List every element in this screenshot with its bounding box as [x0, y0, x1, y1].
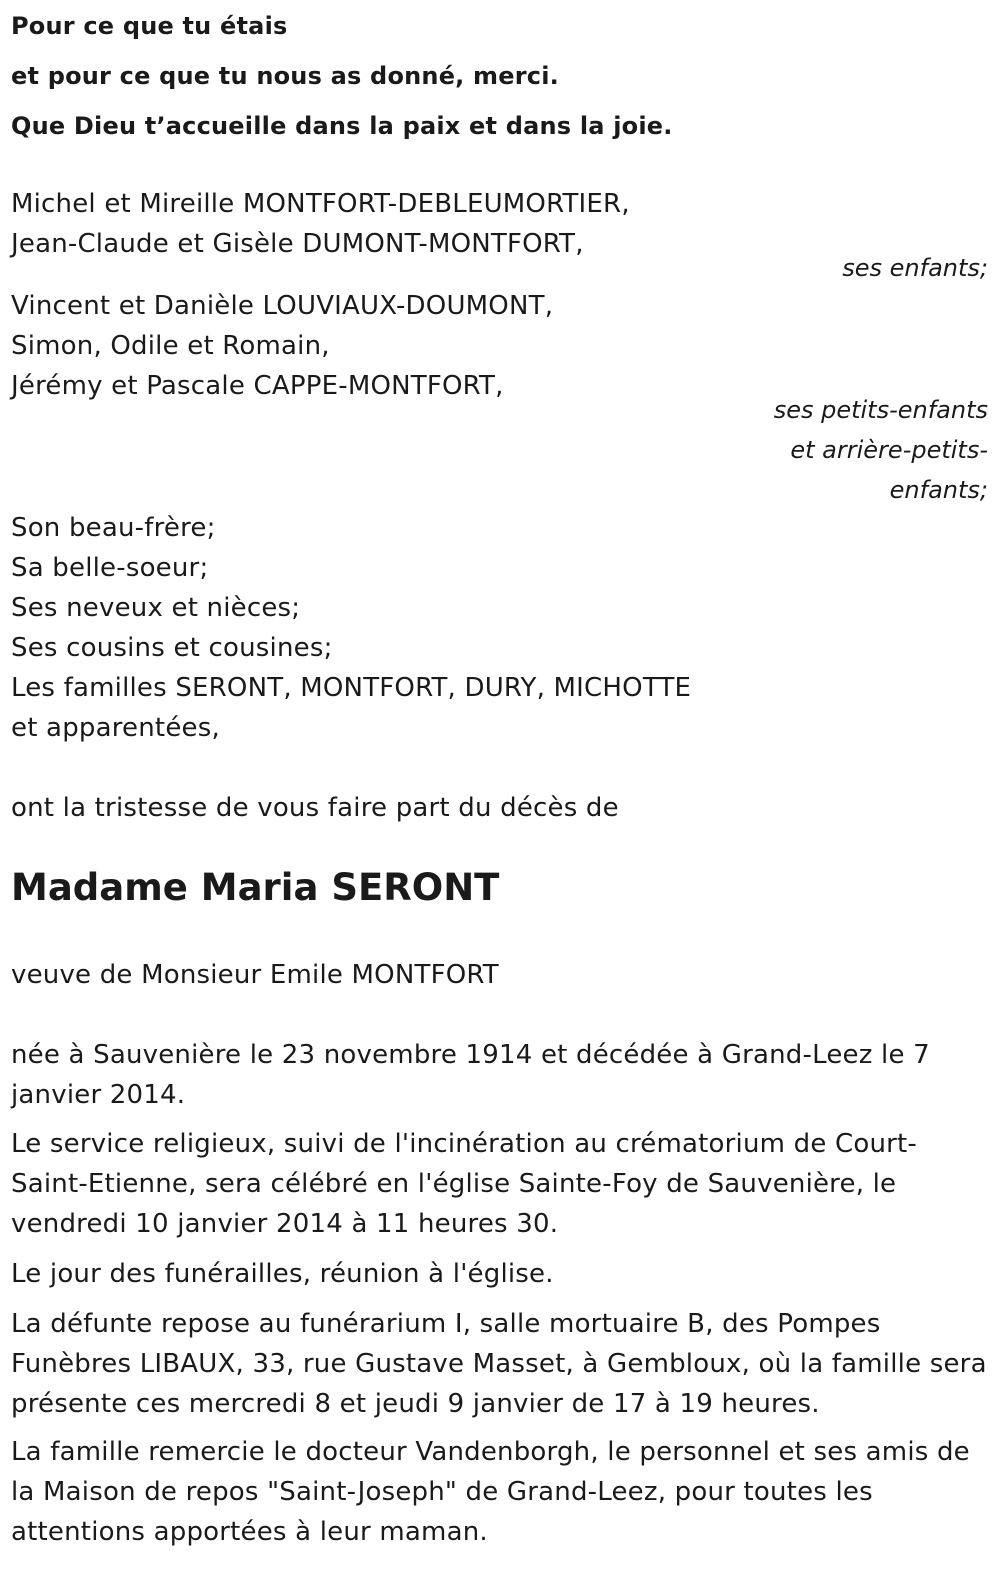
relative-line: et apparentées,: [11, 713, 220, 743]
relative-line: Sa belle-soeur;: [11, 553, 209, 583]
grandchild-name: Vincent et Danièle LOUVIAUX-DOUMONT,: [11, 291, 554, 321]
thanks-line: La famille remercie le docteur Vandenborgh, le personnel et ses amis de: [11, 1437, 970, 1467]
birth-death-line: née à Sauvenière le 23 novembre 1914 et décédée à Grand-Leez le 7: [11, 1040, 930, 1070]
widow-of-text: veuve de Monsieur Emile MONTFORT: [11, 960, 499, 990]
header-line-1: Pour ce que tu étais: [11, 12, 288, 40]
thanks-line: attentions apportées à leur maman.: [11, 1517, 488, 1547]
header-line-2: et pour ce que tu nous as donné, merci.: [11, 62, 559, 90]
repose-line: La défunte repose au funérarium I, salle mortuaire B, des Pompes: [11, 1309, 881, 1339]
grandchildren-role-line: et arrière-petits-: [790, 436, 988, 464]
birth-death-line: janvier 2014.: [11, 1080, 186, 1110]
grandchildren-role-line: ses petits-enfants: [773, 396, 988, 424]
repose-line: présente ces mercredi 8 et jeudi 9 janvier de 17 à 19 heures.: [11, 1389, 820, 1419]
relative-line: Son beau-frère;: [11, 513, 216, 543]
service-line: vendredi 10 janvier 2014 à 11 heures 30.: [11, 1209, 559, 1239]
grandchildren-role-line: enfants;: [889, 476, 988, 504]
grandchild-name: Simon, Odile et Romain,: [11, 331, 330, 361]
children-role: ses enfants;: [842, 254, 988, 282]
relative-line: Ses neveux et nièces;: [11, 593, 301, 623]
reunion-line: Le jour des funérailles, réunion à l'église.: [11, 1259, 554, 1289]
service-line: Saint-Etienne, sera célébré en l'église Sainte-Foy de Sauvenière, le: [11, 1169, 897, 1199]
service-line: Le service religieux, suivi de l'incinération au crématorium de Court-: [11, 1129, 918, 1159]
header-line-3: Que Dieu t’accueille dans la paix et dans la joie.: [11, 112, 673, 140]
repose-line: Funèbres LIBAUX, 33, rue Gustave Masset, à Gembloux, où la famille sera: [11, 1349, 987, 1379]
relative-line: Ses cousins et cousines;: [11, 633, 333, 663]
relative-line: Les familles SERONT, MONTFORT, DURY, MICHOTTE: [11, 673, 692, 703]
grandchild-name: Jérémy et Pascale CAPPE-MONTFORT,: [11, 371, 504, 401]
deceased-name: Madame Maria SERONT: [11, 866, 500, 909]
thanks-line: la Maison de repos "Saint-Joseph" de Grand-Leez, pour toutes les: [11, 1477, 873, 1507]
child-name: Jean-Claude et Gisèle DUMONT-MONTFORT,: [11, 229, 584, 259]
announcement-text: ont la tristesse de vous faire part du décès de: [11, 793, 619, 823]
child-name: Michel et Mireille MONTFORT-DEBLEUMORTIER,: [11, 189, 630, 219]
